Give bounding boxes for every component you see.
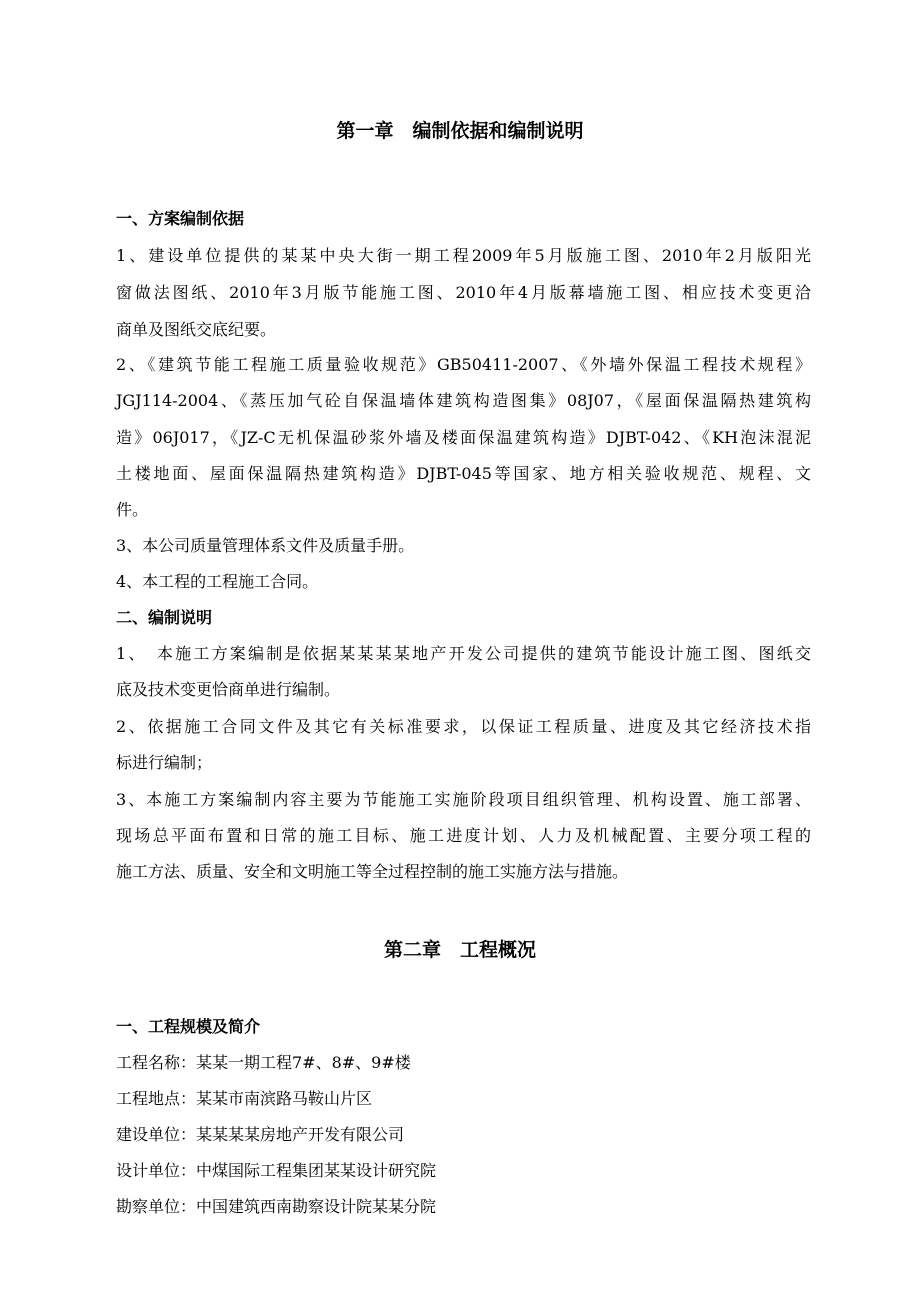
basis-item-2-line-4: 土楼地面、屋面保温隔热建筑构造》DJBT-045等国家、地方相关验收规范、规程、文	[116, 464, 811, 483]
notes-item-1-line-2: 底及技术变更恰商单进行编制。	[116, 680, 341, 699]
section-heading-overview: 一、工程规模及简介	[116, 1017, 261, 1036]
notes-item-3-line-3: 施工方法、质量、安全和文明施工等全过程控制的施工实施方法与措施。	[116, 862, 629, 881]
basis-item-1-line-1: 1、建设单位提供的某某中央大街一期工程2009年5月版施工图、2010年2月版阳光	[116, 246, 811, 265]
basis-item-2-line-5: 件。	[116, 500, 149, 519]
basis-item-1-line-3: 商单及图纸交底纪要。	[116, 320, 277, 339]
basis-item-1-line-2: 窗做法图纸、2010年3月版节能施工图、2010年4月版幕墙施工图、相应技术变更洽	[116, 283, 811, 302]
basis-item-2-line-3: 造》06J017，《JZ-C无机保温砂浆外墙及楼面保温建筑构造》DJBT-042、《KH泡沫混泥	[116, 428, 811, 447]
section-heading-basis: 一、方案编制依据	[116, 209, 245, 228]
chapter-2-title: 第二章 工程概况	[383, 939, 536, 961]
basis-item-2-line-1: 2、《建筑节能工程施工质量验收规范》GB50411-2007、《外墙外保温工程技术规程》	[116, 355, 811, 374]
notes-item-2-line-2: 标进行编制；	[116, 753, 213, 772]
developer-unit: 建设单位：某某某某房地产开发有限公司	[116, 1125, 405, 1144]
basis-item-2-line-2: JGJ114-2004、《蒸压加气砼自保温墙体建筑构造图集》08J07，《屋面保温隔热建筑构	[116, 391, 811, 410]
notes-item-3-line-2: 现场总平面布置和日常的施工目标、施工进度计划、人力及机械配置、主要分项工程的	[116, 826, 811, 845]
basis-item-3: 3、本公司质量管理体系文件及质量手册。	[116, 536, 415, 555]
survey-unit: 勘察单位：中国建筑西南勘察设计院某某分院	[116, 1197, 437, 1216]
section-heading-notes: 二、编制说明	[116, 608, 213, 627]
project-name: 工程名称：某某一期工程7#、8#、9#楼	[116, 1053, 411, 1072]
project-location: 工程地点：某某市南滨路马鞍山片区	[116, 1089, 373, 1108]
basis-item-4: 4、本工程的工程施工合同。	[116, 572, 319, 591]
design-unit: 设计单位：中煤国际工程集团某某设计研究院	[116, 1161, 437, 1180]
notes-item-3-line-1: 3、本施工方案编制内容主要为节能施工实施阶段项目组织管理、机构设置、施工部署、	[116, 790, 811, 809]
chapter-1-title: 第一章 编制依据和编制说明	[336, 120, 584, 142]
notes-item-1-line-1: 1、 本施工方案编制是依据某某某某地产开发公司提供的建筑节能设计施工图、图纸交	[116, 644, 811, 663]
notes-item-2-line-1: 2、依据施工合同文件及其它有关标准要求，以保证工程质量、进度及其它经济技术指	[116, 717, 811, 736]
